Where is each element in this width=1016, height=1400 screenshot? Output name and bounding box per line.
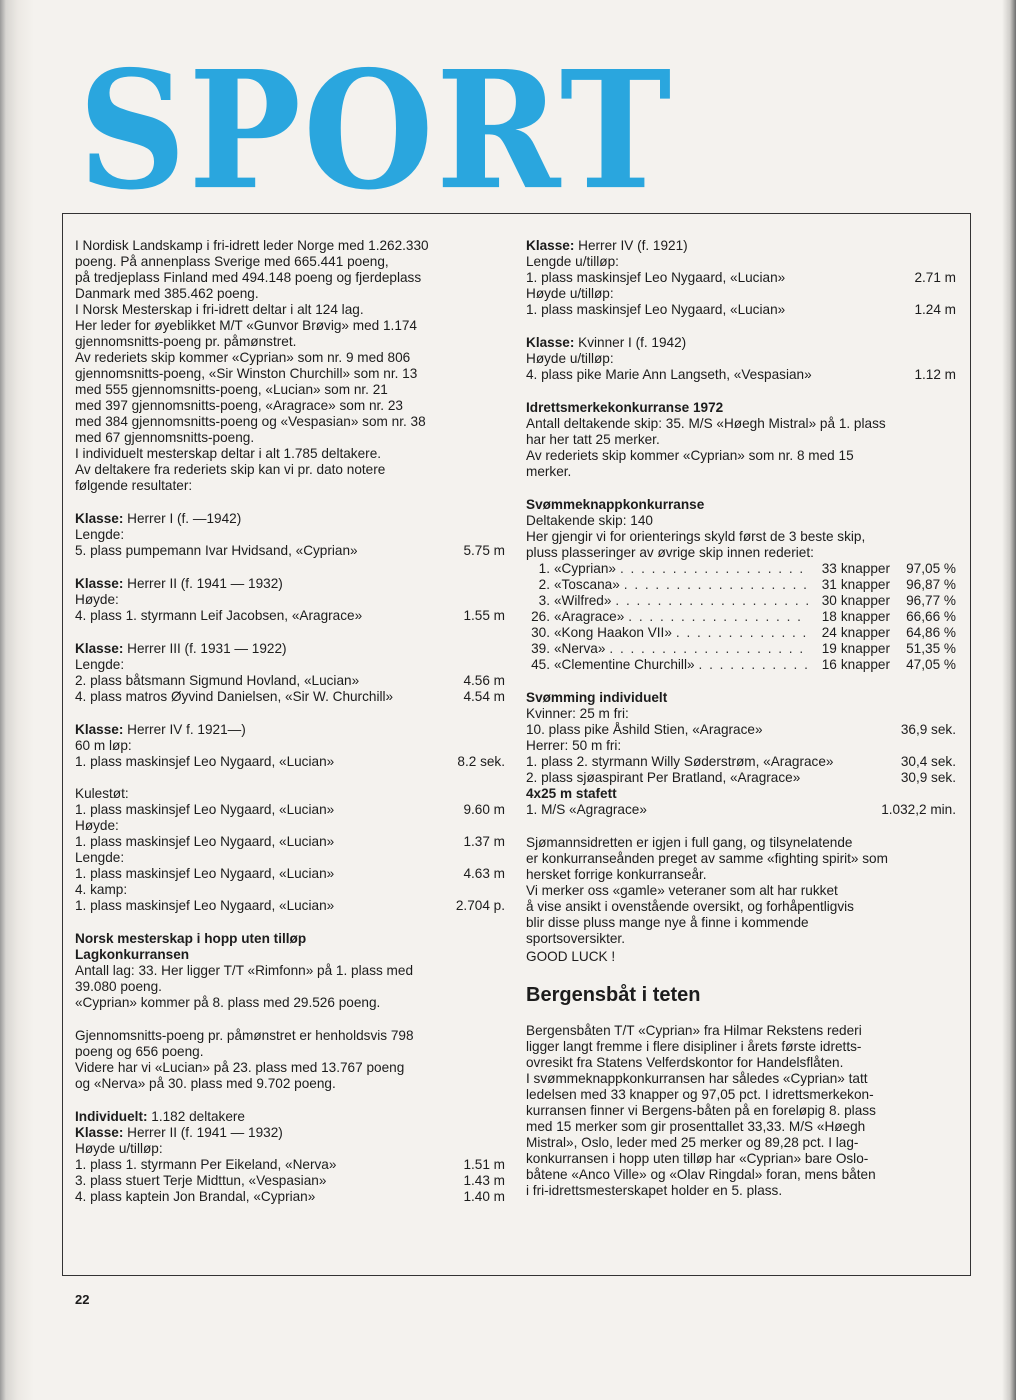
result-row <box>75 608 505 624</box>
class-label: Klasse: <box>526 335 575 350</box>
section-subheading: Lagkonkurransen <box>75 947 190 962</box>
unit: knapper <box>840 593 890 608</box>
intro-line: med 397 gjennomsnitts-poeng, «Aragrace» som nr. 23 <box>75 398 403 413</box>
result-text: 1. plass maskinsjef Leo Nygaard, «Lucian» <box>75 802 335 817</box>
leader-dots <box>615 593 808 609</box>
class-label: Klasse: <box>75 1125 124 1140</box>
result-value: 36,9 sek. <box>900 722 956 737</box>
individual-count: 1.182 deltakere <box>151 1109 245 1124</box>
percent: 51,35 % <box>906 641 956 656</box>
event-name: Lengde: <box>75 850 125 865</box>
class-label: Klasse: <box>75 722 124 737</box>
result-value: 1.12 m <box>914 367 956 382</box>
ship-name: «Cyprian» <box>554 561 616 576</box>
button-count: 18 <box>821 609 837 624</box>
class-block-herrer-3 <box>75 641 505 705</box>
bergensbat-section <box>526 983 956 1199</box>
class-block-herrer-2 <box>75 576 505 624</box>
event-name: 60 m løp: <box>75 738 132 753</box>
result-row <box>526 754 956 770</box>
closing-paragraph <box>526 835 956 965</box>
text-line: med 15 merker som gir prosenttallet 33,33. M/S «Høegh <box>526 1119 866 1134</box>
ranking-row <box>526 593 956 609</box>
intro-line: Av rederiets skip kommer «Cyprian» som nr. 9 med 806 <box>75 350 411 365</box>
result-value: 5.75 m <box>463 543 505 558</box>
result-value: 1.24 m <box>914 302 956 317</box>
event-name: Høyde u/tilløp: <box>526 286 614 301</box>
result-value: 8.2 sek. <box>457 754 505 769</box>
idrettsmerke-section <box>526 400 956 480</box>
class-label: Klasse: <box>75 511 124 526</box>
section-title: SPORT <box>78 35 674 227</box>
intro-line: I individuelt mesterskap deltar i alt 1.785 deltakere. <box>75 446 382 461</box>
text-line: kurransen finner vi Bergens-båten på en foreløpig 8. plass <box>526 1103 876 1118</box>
result-text: 1. plass maskinsjef Leo Nygaard, «Lucian» <box>75 834 335 849</box>
svomming-section <box>526 690 956 818</box>
event-name: Høyde u/tilløp: <box>75 1141 163 1156</box>
text-line: ledelsen med 33 knapper og 97,05 pct. I idrettsmerkekon- <box>526 1087 874 1102</box>
result-row <box>75 834 505 850</box>
text-line: Bergensbåten T/T «Cyprian» fra Hilmar Rekstens rederi <box>526 1023 862 1038</box>
leader-dots <box>676 625 809 641</box>
rank: 39. <box>531 641 550 656</box>
result-row <box>75 802 505 818</box>
result-text: 1. plass maskinsjef Leo Nygaard, «Lucian» <box>526 270 786 285</box>
article-subheading: Bergensbåt i teten <box>526 984 701 1006</box>
rank: 30. <box>531 625 550 640</box>
leader-dots <box>624 577 809 593</box>
event-name: Kulestøt: <box>75 786 129 801</box>
hopp-section <box>75 931 505 1092</box>
result-text: 4. plass pike Marie Ann Langseth, «Vespasian» <box>526 367 812 382</box>
class-name: Herrer II (f. 1941 — 1932) <box>127 576 283 591</box>
result-value: 1.43 m <box>463 1173 505 1188</box>
result-text: 1. plass maskinsjef Leo Nygaard, «Lucian» <box>526 302 786 317</box>
text-line: og «Nerva» på 30. plass med 9.702 poeng. <box>75 1076 336 1091</box>
text-line: er konkurranseånden preget av samme «fighting spirit» som <box>526 851 888 866</box>
intro-line: Danmark med 385.462 poeng. <box>75 286 259 301</box>
rank: 26. <box>531 609 550 624</box>
leader-dots <box>628 609 809 625</box>
rank: 2. <box>538 577 550 592</box>
class-name: Herrer III (f. 1931 — 1922) <box>127 641 287 656</box>
ranking-row <box>526 625 956 641</box>
event-name: Høyde: <box>75 592 119 607</box>
button-count: 33 <box>821 561 837 576</box>
class-block-kvinner-1 <box>526 335 956 383</box>
right-column <box>526 238 956 1199</box>
intro-line: poeng. På annenplass Sverige med 665.441 poeng, <box>75 254 389 269</box>
result-text: 3. plass stuert Terje Midttun, «Vespasian» <box>75 1173 327 1188</box>
text-line: I svømmeknappkonkurransen har således «Cyprian» tatt <box>526 1071 868 1086</box>
leader-dots <box>699 657 809 673</box>
result-row <box>526 302 956 318</box>
section-heading: Norsk mesterskap i hopp uten tilløp <box>75 931 307 946</box>
button-count: 19 <box>821 641 837 656</box>
result-row <box>75 1157 505 1173</box>
result-text: 2. plass båtsmann Sigmund Hovland, «Lucian» <box>75 673 360 688</box>
ship-name: «Wilfred» <box>554 593 612 608</box>
event-name: Lengde: <box>75 657 125 672</box>
class-name: Kvinner I (f. 1942) <box>578 335 687 350</box>
result-row <box>75 543 505 559</box>
result-text: 2. plass sjøaspirant Per Bratland, «Aragrace» <box>526 770 801 785</box>
button-count: 24 <box>821 625 837 640</box>
ranking-row <box>526 609 956 625</box>
leader-dots <box>620 561 809 577</box>
result-value: 1.55 m <box>463 608 505 623</box>
intro-line: I Nordisk Landskamp i fri-idrett leder Norge med 1.262.330 <box>75 238 429 253</box>
text-line: å vise ansikt i ovenstående oversikt, og forhåpentligvis <box>526 899 854 914</box>
text-line: ovresikt fra Statens Velferdskontor for Handelsflåten. <box>526 1055 844 1070</box>
unit: knapper <box>840 625 890 640</box>
text-line: Av rederiets skip kommer «Cyprian» som nr. 8 med 15 <box>526 448 854 463</box>
individual-section <box>75 1109 505 1205</box>
result-row <box>75 1173 505 1189</box>
ranking-list <box>526 561 956 673</box>
rank: 45. <box>531 657 550 672</box>
rank: 1. <box>538 561 550 576</box>
unit: knapper <box>840 609 890 624</box>
result-value: 1.032,2 min. <box>881 802 956 817</box>
result-row <box>75 866 505 882</box>
intro-line: gjennomsnitts-poeng pr. påmønstret. <box>75 334 297 349</box>
result-text: 4. plass matros Øyvind Danielsen, «Sir W. Churchill» <box>75 689 394 704</box>
text-line: pluss plasseringer av øvrige skip innen rederiet: <box>526 545 814 560</box>
result-row <box>526 802 956 818</box>
percent: 97,05 % <box>906 561 956 576</box>
result-row <box>75 689 505 705</box>
result-text: 4. plass 1. styrmann Leif Jacobsen, «Aragrace» <box>75 608 363 623</box>
result-text: 5. plass pumpemann Ivar Hvidsand, «Cyprian» <box>75 543 358 558</box>
result-row <box>75 673 505 689</box>
result-value: 30,9 sek. <box>900 770 956 785</box>
class-name: Herrer I (f. —1942) <box>127 511 242 526</box>
ship-name: «Kong Haakon VII» <box>554 625 672 640</box>
page-binding-edge <box>0 0 34 1400</box>
result-value: 9.60 m <box>463 802 505 817</box>
percent: 47,05 % <box>906 657 956 672</box>
text-line: Gjennomsnitts-poeng pr. påmønstret er henholdsvis 798 <box>75 1028 414 1043</box>
relay-heading: 4x25 m stafett <box>526 786 617 801</box>
intro-line: I Norsk Mesterskap i fri-idrett deltar i alt 124 lag. <box>75 302 364 317</box>
text-line: båtene «Anco Ville» og «Olav Ringdal» foran, mens båten <box>526 1167 876 1182</box>
result-text: 1. plass maskinsjef Leo Nygaard, «Lucian» <box>75 898 335 913</box>
percent: 96,87 % <box>906 577 956 592</box>
result-row <box>526 722 956 738</box>
section-heading: Svømming individuelt <box>526 690 668 705</box>
result-value: 1.40 m <box>463 1189 505 1204</box>
ship-name: «Toscana» <box>554 577 620 592</box>
text-line: 39.080 poeng. <box>75 979 162 994</box>
intro-line: følgende resultater: <box>75 478 193 493</box>
button-count: 16 <box>821 657 837 672</box>
result-row <box>526 270 956 286</box>
text-line: Mistral», Oslo, leder med 25 merker og 89,28 pct. I lag- <box>526 1135 859 1150</box>
unit: knapper <box>840 641 890 656</box>
result-value: 1.37 m <box>463 834 505 849</box>
text-line: poeng og 656 poeng. <box>75 1044 204 1059</box>
text-line: sportsoversikter. <box>526 931 625 946</box>
class-name: Herrer IV (f. 1921) <box>578 238 688 253</box>
ship-name: «Clementine Churchill» <box>554 657 695 672</box>
result-value: 2.704 p. <box>455 898 505 913</box>
text-line: Antall deltakende skip: 35. M/S «Høegh Mistral» på 1. plass <box>526 416 886 431</box>
result-value: 2.71 m <box>914 270 956 285</box>
text-line: merker. <box>526 464 572 479</box>
event-name: Lengde u/tilløp: <box>526 254 619 269</box>
intro-line: med 67 gjennomsnitts-poeng. <box>75 430 255 445</box>
event-name: Herrer: 50 m fri: <box>526 738 622 753</box>
unit: knapper <box>840 561 890 576</box>
class-name: Herrer IV f. 1921—) <box>127 722 246 737</box>
result-row <box>526 367 956 383</box>
result-text: 1. plass 2. styrmann Willy Søderstrøm, «Aragrace» <box>526 754 834 769</box>
event-name: Høyde u/tilløp: <box>526 351 614 366</box>
result-text: 1. plass 1. styrmann Per Eikeland, «Nerva» <box>75 1157 337 1172</box>
text-line: hersket forrige konkurranseår. <box>526 867 707 882</box>
event-name: 4. kamp: <box>75 882 128 897</box>
class-block-herrer-1 <box>75 511 505 559</box>
svommeknapp-section <box>526 497 956 673</box>
result-row <box>75 1189 505 1205</box>
individual-label: Individuelt: <box>75 1109 148 1124</box>
intro-line: på tredjeplass Finland med 494.148 poeng og fjerdeplass <box>75 270 422 285</box>
percent: 96,77 % <box>906 593 956 608</box>
intro-line: gjennomsnitts-poeng, «Sir Winston Churchill» som nr. 13 <box>75 366 418 381</box>
ranking-row <box>526 641 956 657</box>
section-heading: Idrettsmerkekonkurranse 1972 <box>526 400 724 415</box>
class-name: Herrer II (f. 1941 — 1932) <box>127 1125 283 1140</box>
text-line: i fri-idrettsmesterskapet holder en 5. plass. <box>526 1183 783 1198</box>
unit: knapper <box>840 657 890 672</box>
unit: knapper <box>840 577 890 592</box>
section-heading: Svømmeknappkonkurranse <box>526 497 705 512</box>
result-text: 10. plass pike Åshild Stien, «Aragrace» <box>526 722 763 737</box>
text-line: «Cyprian» kommer på 8. plass med 29.526 poeng. <box>75 995 381 1010</box>
class-label: Klasse: <box>75 641 124 656</box>
result-value: 4.63 m <box>463 866 505 881</box>
event-name: Lengde: <box>75 527 125 542</box>
text-line: konkurransen i hopp uten tilløp har «Cyprian» bare Oslo- <box>526 1151 869 1166</box>
intro-line: Her leder for øyeblikket M/T «Gunvor Brøvig» med 1.174 <box>75 318 417 333</box>
text-line: Her gjengir vi for orienterings skyld først de 3 beste skip, <box>526 529 866 544</box>
text-line: ligger langt fremme i flere disipliner i årets første idretts- <box>526 1039 862 1054</box>
class-label: Klasse: <box>526 238 575 253</box>
result-text: 1. M/S «Agragrace» <box>526 802 647 817</box>
result-value: 30,4 sek. <box>900 754 956 769</box>
result-value: 4.54 m <box>463 689 505 704</box>
intro-paragraph <box>75 238 505 494</box>
text-line: Sjømannsidretten er igjen i full gang, og tilsynelatende <box>526 835 853 850</box>
text-line: har her tatt 25 merker. <box>526 432 660 447</box>
page-right-edge <box>1002 0 1016 1400</box>
intro-line: med 384 gjennomsnitts-poeng og «Vespasian» som nr. 38 <box>75 414 426 429</box>
event-name: Kvinner: 25 m fri: <box>526 706 629 721</box>
text-line: Antall lag: 33. Her ligger T/T «Rimfonn» på 1. plass med <box>75 963 414 978</box>
percent: 66,66 % <box>906 609 956 624</box>
result-text: 1. plass maskinsjef Leo Nygaard, «Lucian» <box>75 754 335 769</box>
class-block-herrer-4 <box>75 722 505 914</box>
text-line: Vi merker oss «gamle» veteraner som alt har rukket <box>526 883 838 898</box>
button-count: 31 <box>821 577 837 592</box>
intro-line: Av deltakere fra rederiets skip kan vi pr. dato notere <box>75 462 386 477</box>
result-value: 4.56 m <box>463 673 505 688</box>
ranking-row <box>526 561 956 577</box>
result-row <box>75 898 505 914</box>
result-text: 4. plass kaptein Jon Brandal, «Cyprian» <box>75 1189 316 1204</box>
page-number: 22 <box>75 1292 90 1307</box>
leader-dots <box>609 641 808 657</box>
intro-line: med 555 gjennomsnitts-poeng, «Lucian» som nr. 21 <box>75 382 388 397</box>
good-luck: GOOD LUCK ! <box>526 949 616 964</box>
ship-name: «Aragrace» <box>554 609 625 624</box>
ranking-row <box>526 657 956 673</box>
result-row <box>526 770 956 786</box>
text-line: Videre har vi «Lucian» på 23. plass med 13.767 poeng <box>75 1060 405 1075</box>
left-column <box>75 238 505 1205</box>
result-row <box>75 754 505 770</box>
ranking-row <box>526 577 956 593</box>
ship-name: «Nerva» <box>554 641 606 656</box>
text-line: blir disse pluss mange nye å finne i kommende <box>526 915 809 930</box>
event-name: Høyde: <box>75 818 119 833</box>
class-block-herrer-4-u-tillop <box>526 238 956 318</box>
class-label: Klasse: <box>75 576 124 591</box>
button-count: 30 <box>821 593 837 608</box>
result-value: 1.51 m <box>463 1157 505 1172</box>
rank: 3. <box>538 593 550 608</box>
text-line: Deltakende skip: 140 <box>526 513 653 528</box>
result-text: 1. plass maskinsjef Leo Nygaard, «Lucian» <box>75 866 335 881</box>
percent: 64,86 % <box>906 625 956 640</box>
